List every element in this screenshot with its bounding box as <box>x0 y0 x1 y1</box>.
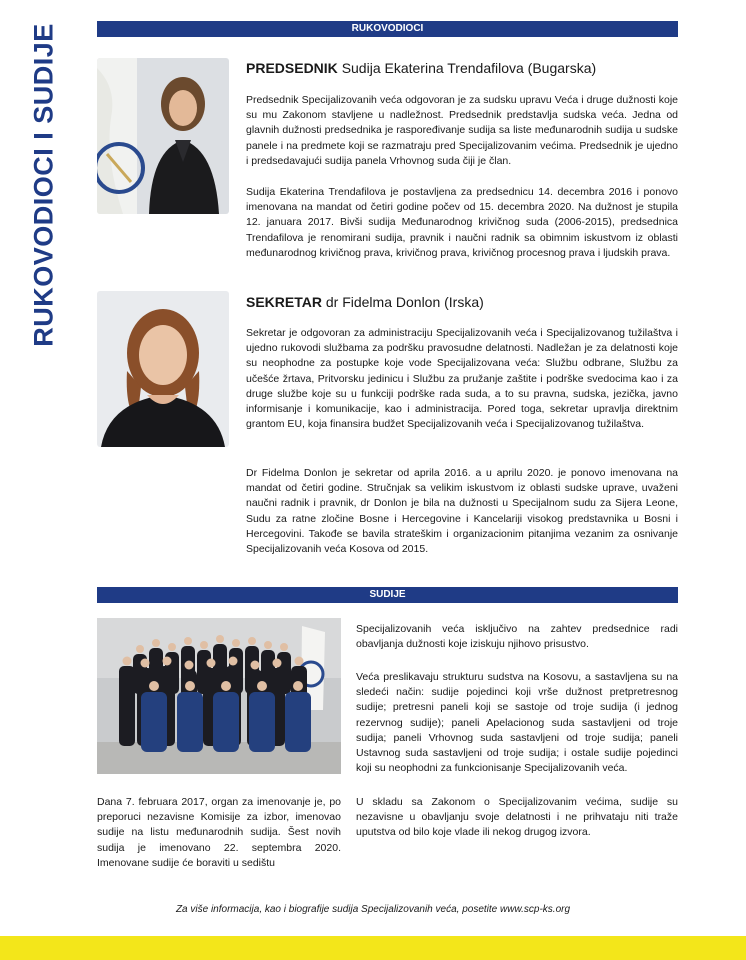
president-photo <box>97 58 229 214</box>
judges-right-paragraph-3: U skladu sa Zakonom o Specijalizovanim većima, sudije su nezavisne u obavljanju svoje delatnosti i ne prihvataju niti traže uputstva od bilo koje vlade ili nekog drugog izvora. <box>356 796 678 839</box>
judges-left-paragraph: Dana 7. februara 2017, organ za imenovanje je, po preporuci nezavisne Komisije za izbor, imenovao sudije na listu međunarodnih sudija. Šest novih sudija je imenovano 22. septembra 2020. Imenovane sudije će boraviti u sedištu <box>97 796 341 869</box>
leaders-section-header: RUKOVODIOCI <box>97 21 678 37</box>
president-name: Sudija Ekaterina Trendafilova (Bugarska) <box>341 60 597 76</box>
president-heading <box>246 60 596 76</box>
footer-note: Za više informacija, kao i biografije sudija Specijalizovanih veća, posetite www.scp-ks.org <box>175 904 571 915</box>
president-paragraph-1: Predsednik Specijalizovanih veća odgovoran je za sudsku upravu Veća i druge dužnosti koje su mu Zakonom stavljene u nadležnost. Predsednik predstavlja sudska veća. Jedna od glavnih dužnosti predsednika je raspoređivanje sudija sa liste međunarodnih sudija u sudske panele i na predmete koji se razmatraju pred Specijalizovanim većima. Predsednik je ujedno i predsedavajući sudija panela Vrhovnog suda čiji je član. <box>246 94 678 167</box>
judges-section-header: SUDIJE <box>97 587 678 603</box>
side-title <box>22 20 66 350</box>
judges-right-paragraph-1: Specijalizovanih veća isključivo na zahtev predsednice radi obavljanja dužnosti koje iziskuju njihovo prisustvo. <box>356 623 678 651</box>
secretary-paragraph-2: Dr Fidelma Donlon je sekretar od aprila 2016. a u aprilu 2020. je ponovo imenovana na mandat od četiri godine. Stručnjak sa velikim iskustvom iz oblasti sudske uprave, uvaženi naučni radnik i pravnik, dr Donlon je bila na dužnosti u Specijalnom sudu za Sijera Leone, Sudu za ratne zločine Bosne i Hercegovine i Kancelariji visokog predstavnika u Bosni i Hercegovini. Takođe se bavila strateškim i organizacionim pitanjima vezanim za osnivanje Specijalizovanih veća Kosova od 2015. <box>246 467 678 556</box>
secretary-heading <box>246 294 484 310</box>
secretary-paragraph-1: Sekretar je odgovoran za administraciju Specijalizovanih veća i Specijalizovanog tužilaštva i ujedno rukovodi službama za podršku pravosudne delatnosti. Nadležan je za delatnosti koje su neophodne za postupke koje vode Specijalizovana veća: Službu odbrane, Službu za učešće žrtava, Pritvorsku jedinicu i Službu za pružanje zaštite i podrške svedocima kao i za druge službe koje su u funkciji podrške rada suda, a to su pravna, sudska, jezička, javno informisanje i komunikacije, kao i administracija. Pored toga, sekretar upravlja direktnim grantom EU, koja finansira budžet Specijalizovanih veća i Specijalizovanog tužilaštva. <box>246 327 678 431</box>
judges-right-paragraph-2: Veća preslikavaju strukturu sudstva na Kosovu, a sastavljena su na sledeći način: sudije pojedinci koji vrše dužnost pretpretresnog sudije; pretresni paneli koji se sastoje od troje sudija (i jednog rezervnog sudije); paneli Apelacionog suda sastavljeni od troje sudija; paneli Vrhovnog suda sastavljeni od troje sudija; paneli Ustavnog suda sastavljeni od troje sudija; i ostale sudije pojedinci koji su neophodni za funkcionisanje Specijalizovanih veća. <box>356 671 678 775</box>
side-title-text: RUKOVODIOCI I SUDIJE <box>28 23 59 347</box>
secretary-photo <box>97 291 229 447</box>
president-title: PREDSEDNIK <box>246 60 338 76</box>
yellow-footer-band <box>0 936 746 960</box>
secretary-title: SEKRETAR <box>246 294 322 310</box>
president-paragraph-2: Sudija Ekaterina Trendafilova je postavljena za predsednicu 14. decembra 2016 i ponovo imenovana na mandat od četiri godine počev od 15. decembra 2020. Na dužnost je stupila 12. januara 2017. Bivši sudija Međunarodnog krivičnog suda (2006-2015), predsednica Trendafilova je renomirani sudija, pravnik i naučni radnik sa obimnim iskustvom iz oblasti međunarodnog krivičnog prava, krivičnog prava, krivičnog procesnog prava i ljudskih prava. <box>246 186 678 259</box>
judges-group-photo <box>97 618 341 774</box>
secretary-name: dr Fidelma Donlon (Irska) <box>325 294 484 310</box>
